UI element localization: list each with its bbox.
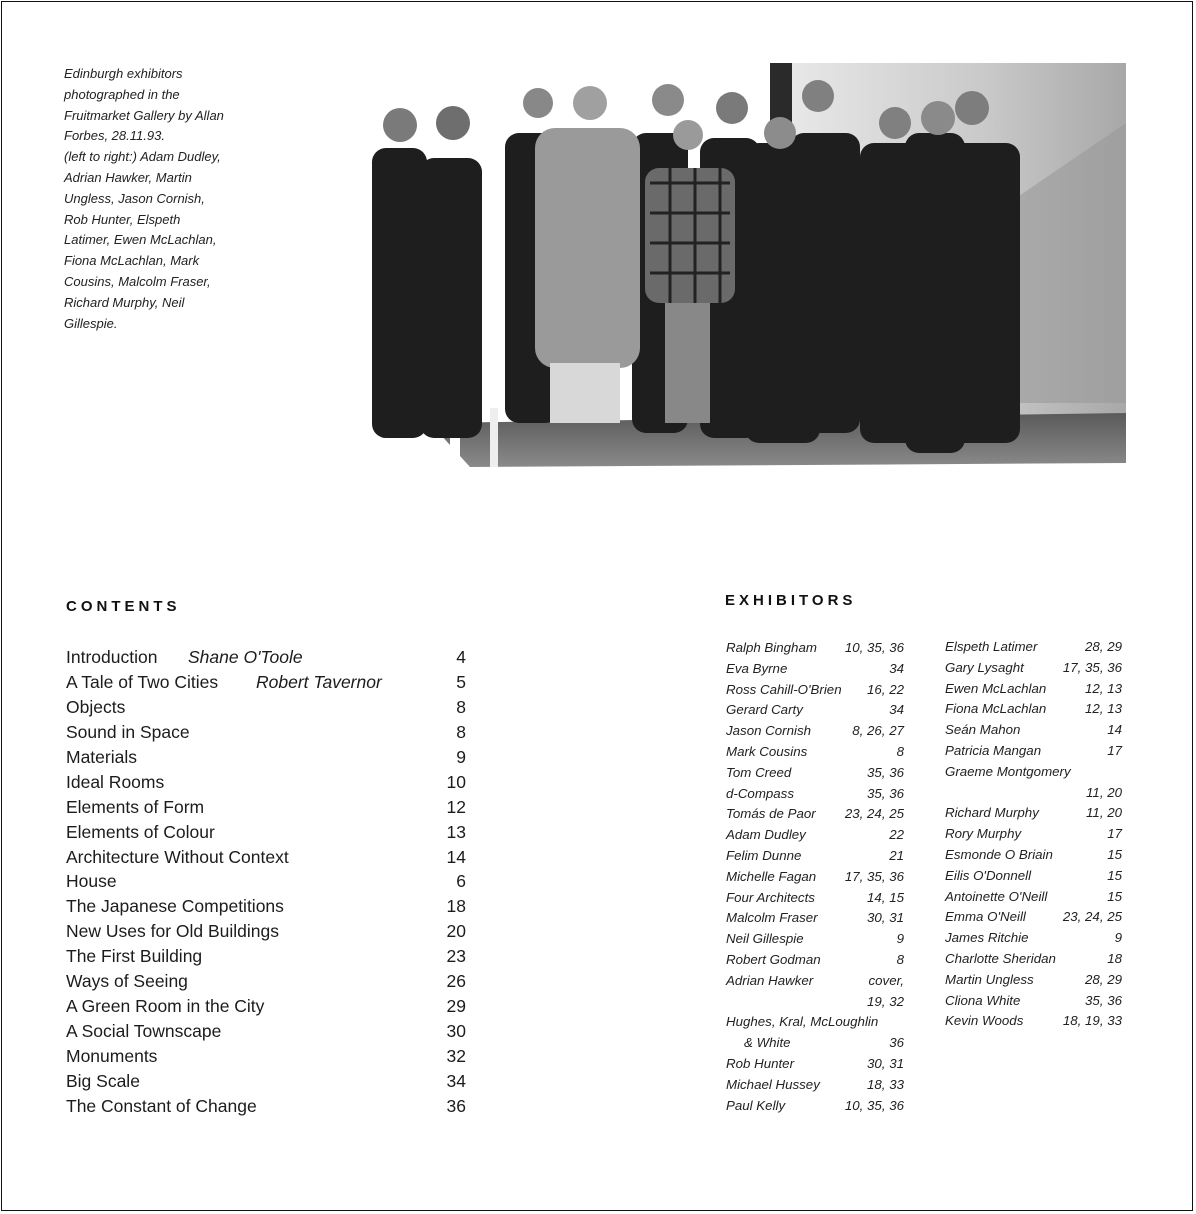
exhibitor-pages: 12, 13 xyxy=(1085,680,1122,696)
contents-item xyxy=(66,820,466,845)
contents-item-page: 6 xyxy=(456,871,466,892)
contents-item-page: 9 xyxy=(456,746,466,767)
exhibitor-entry xyxy=(726,638,904,659)
exhibitor-pages: 9 xyxy=(896,931,904,947)
exhibitor-entry xyxy=(726,908,904,929)
exhibitor-pages: 10, 35, 36 xyxy=(844,640,904,655)
contents-item-title: House xyxy=(66,871,117,892)
exhibitor-entry xyxy=(945,824,1122,845)
contents-item-page: 5 xyxy=(456,671,466,692)
exhibitor-name: Tom Creed xyxy=(726,764,792,780)
contents-item-page: 36 xyxy=(446,1095,466,1116)
exhibitor-name: Robert Godman xyxy=(726,951,821,967)
exhibitor-pages: 11, 20 xyxy=(1086,784,1122,800)
contents-item xyxy=(66,695,466,720)
exhibitor-pages: 18, 33 xyxy=(867,1076,904,1092)
exhibitor-entry xyxy=(945,887,1122,908)
exhibitor-pages: 17 xyxy=(1107,826,1122,842)
exhibitor-entry xyxy=(726,721,904,742)
contents-item-title: Ideal Rooms xyxy=(66,771,165,792)
caption-line: Forbes, 28.11.93. xyxy=(64,128,165,144)
contents-item-title: A Tale of Two Cities xyxy=(66,671,219,692)
exhibitor-name: Martin Ungless xyxy=(945,971,1034,987)
exhibitor-pages: 15 xyxy=(1107,867,1122,883)
exhibitor-name: Gerard Carty xyxy=(726,702,803,718)
contents-item-page: 26 xyxy=(446,971,466,992)
contents-item-page: 10 xyxy=(446,771,466,792)
contents-item-page: 8 xyxy=(456,721,466,742)
contents-item xyxy=(66,894,466,919)
exhibitor-entry xyxy=(945,783,1122,804)
exhibitor-entry xyxy=(945,679,1122,700)
contents-item xyxy=(66,1019,466,1044)
contents-item-author: Robert Tavernor xyxy=(256,671,382,692)
exhibitor-pages: 9 xyxy=(1114,930,1122,946)
exhibitor-pages: 22 xyxy=(889,827,904,843)
exhibitor-name: Esmonde O Briain xyxy=(945,846,1053,862)
contents-item-page: 30 xyxy=(446,1021,466,1042)
exhibitor-pages: 35, 36 xyxy=(1085,992,1122,1008)
contents-item-title: The Japanese Competitions xyxy=(66,896,284,917)
exhibitor-pages: cover, xyxy=(868,972,904,988)
exhibitor-name: Graeme Montgomery xyxy=(945,763,1071,779)
contents-item xyxy=(66,720,466,745)
contents-item xyxy=(66,1044,466,1069)
contents-item xyxy=(66,795,466,820)
exhibitor-name: Neil Gillespie xyxy=(726,931,804,947)
contents-item-title: New Uses for Old Buildings xyxy=(66,921,279,942)
exhibitor-entry xyxy=(726,659,904,680)
contents-item-title: Monuments xyxy=(66,1046,158,1066)
exhibitor-pages: 8 xyxy=(896,743,904,759)
contents-item xyxy=(66,770,466,795)
exhibitor-pages: 11, 20 xyxy=(1086,805,1122,821)
exhibitor-entry xyxy=(726,680,904,701)
exhibitor-name: d-Compass xyxy=(726,785,794,801)
contents-item xyxy=(66,1069,466,1094)
contents-item-page: 4 xyxy=(456,647,466,667)
exhibitor-entry xyxy=(945,991,1122,1012)
contents-item-title: Introduction xyxy=(66,647,158,667)
exhibitor-pages: 30, 31 xyxy=(867,1055,904,1071)
caption-line: Ungless, Jason Cornish, xyxy=(64,190,205,206)
exhibitor-pages: 14 xyxy=(1107,722,1122,738)
exhibitor-name: Elspeth Latimer xyxy=(945,639,1038,654)
exhibitor-entry xyxy=(726,1054,904,1075)
exhibitor-name: Felim Dunne xyxy=(726,847,802,863)
caption-line: (left to right:) Adam Dudley, xyxy=(64,149,221,165)
exhibitor-name: Eilis O'Donnell xyxy=(945,867,1032,883)
exhibitor-entry xyxy=(726,867,904,888)
exhibitor-pages: 16, 22 xyxy=(867,681,904,697)
exhibitor-pages: 21 xyxy=(889,847,904,863)
exhibitor-pages: 14, 15 xyxy=(867,889,904,905)
contents-list xyxy=(66,645,466,1119)
exhibitor-entry xyxy=(726,971,904,992)
exhibitor-name: Cliona White xyxy=(945,992,1021,1008)
exhibitor-name: Rob Hunter xyxy=(726,1055,794,1071)
caption-line: Fiona McLachlan, Mark xyxy=(64,253,200,269)
exhibitor-name: Eva Byrne xyxy=(726,660,788,676)
contents-item-title: Materials xyxy=(66,746,137,767)
exhibitor-name: Rory Murphy xyxy=(945,826,1022,842)
exhibitor-name: Ewen McLachlan xyxy=(945,680,1047,696)
contents-item-page: 13 xyxy=(446,821,466,842)
exhibitor-entry xyxy=(945,762,1122,783)
exhibitor-entry xyxy=(945,1011,1122,1032)
exhibitor-entry xyxy=(726,742,904,763)
exhibitor-name: James Ritchie xyxy=(945,930,1029,946)
contents-item-page: 23 xyxy=(446,946,466,967)
contents-item xyxy=(66,869,466,894)
contents-item xyxy=(66,994,466,1019)
exhibitor-entry xyxy=(726,700,904,721)
exhibitors-column-1 xyxy=(726,638,904,1116)
exhibitor-entry xyxy=(945,928,1122,949)
exhibitor-pages: 12, 13 xyxy=(1085,701,1122,717)
exhibitor-pages: 28, 29 xyxy=(1085,639,1122,654)
contents-item-author: Shane O'Toole xyxy=(188,647,303,667)
exhibitor-entry xyxy=(945,637,1122,658)
contents-item xyxy=(66,645,466,670)
exhibitors-heading: EXHIBITORS xyxy=(725,592,857,609)
exhibitor-name: Paul Kelly xyxy=(726,1097,786,1113)
exhibitor-pages: 17, 35, 36 xyxy=(1062,659,1122,675)
caption-line: Latimer, Ewen McLachlan, xyxy=(64,232,217,248)
exhibitor-pages: 34 xyxy=(889,702,904,718)
caption-line: Adrian Hawker, Martin xyxy=(64,169,192,185)
exhibitor-entry xyxy=(945,970,1122,991)
exhibitor-entry xyxy=(945,699,1122,720)
exhibitor-name: Ralph Bingham xyxy=(726,640,817,655)
exhibitor-entry xyxy=(726,929,904,950)
exhibitor-name: Adrian Hawker xyxy=(726,972,814,988)
caption-line: Gillespie. xyxy=(64,315,118,331)
exhibitor-name: Patricia Mangan xyxy=(945,742,1042,758)
contents-item-page: 18 xyxy=(446,896,466,917)
exhibitor-name: Richard Murphy xyxy=(945,805,1039,821)
exhibitor-pages: 34 xyxy=(889,660,904,676)
exhibitor-name: Malcolm Fraser xyxy=(726,910,818,926)
contents-item-page: 14 xyxy=(446,846,466,867)
exhibitor-entry xyxy=(945,741,1122,762)
caption-line: Cousins, Malcolm Fraser, xyxy=(64,273,211,289)
contents-item-title: The Constant of Change xyxy=(66,1095,257,1116)
exhibitor-entry xyxy=(726,846,904,867)
caption-line: Edinburgh exhibitors xyxy=(64,66,183,81)
contents-item-title: A Green Room in the City xyxy=(66,996,265,1017)
contents-item-title: Elements of Form xyxy=(66,796,205,817)
exhibitor-name: Mark Cousins xyxy=(726,743,808,759)
exhibitor-pages: 35, 36 xyxy=(867,785,904,801)
contents-item xyxy=(66,944,466,969)
contents-item-title: Objects xyxy=(66,696,126,717)
exhibitor-pages: 30, 31 xyxy=(867,910,904,926)
contents-item xyxy=(66,670,466,695)
exhibitor-name: Michelle Fagan xyxy=(726,868,817,884)
exhibitor-pages: 17 xyxy=(1107,742,1122,758)
contents-item xyxy=(66,1094,466,1119)
exhibitor-pages: 23, 24, 25 xyxy=(1062,909,1122,925)
exhibitor-entry xyxy=(726,1012,904,1033)
exhibitor-entry xyxy=(726,1096,904,1117)
contents-item xyxy=(66,969,466,994)
exhibitor-name: Four Architects xyxy=(726,889,815,905)
contents-item-title: Sound in Space xyxy=(66,721,190,742)
exhibitor-pages: 28, 29 xyxy=(1085,971,1122,987)
exhibitor-entry xyxy=(945,720,1122,741)
contents-item-title: A Social Townscape xyxy=(66,1021,222,1042)
exhibitor-name: & White xyxy=(744,1035,791,1051)
contents-item-page: 32 xyxy=(446,1046,466,1066)
exhibitor-pages: 8, 26, 27 xyxy=(852,723,904,739)
contents-item-page: 12 xyxy=(446,796,466,817)
exhibitor-entry xyxy=(726,888,904,909)
exhibitor-name: Tomás de Paor xyxy=(726,806,816,822)
contents-item-page: 29 xyxy=(446,996,466,1017)
exhibitor-pages: 10, 35, 36 xyxy=(844,1097,904,1113)
exhibitor-entry xyxy=(945,907,1122,928)
exhibitor-name: Jason Cornish xyxy=(726,723,811,739)
contents-item-page: 34 xyxy=(446,1070,466,1091)
exhibitor-name: Adam Dudley xyxy=(726,827,806,843)
exhibitor-pages: 15 xyxy=(1107,846,1122,862)
exhibitor-name: Seán Mahon xyxy=(945,722,1021,738)
exhibitor-entry xyxy=(726,784,904,805)
exhibitor-pages: 18 xyxy=(1107,950,1122,966)
group-photograph xyxy=(350,63,1126,467)
caption-line: photographed in the xyxy=(64,86,180,102)
exhibitor-name: Fiona McLachlan xyxy=(945,701,1047,717)
caption-line: Fruitmarket Gallery by Allan xyxy=(64,107,224,123)
exhibitor-name: Hughes, Kral, McLoughlin xyxy=(726,1014,879,1030)
exhibitor-entry xyxy=(945,866,1122,887)
exhibitor-name: Kevin Woods xyxy=(945,1013,1024,1029)
exhibitor-entry xyxy=(726,992,904,1013)
exhibitor-pages: 36 xyxy=(889,1035,904,1051)
exhibitor-pages: 18, 19, 33 xyxy=(1062,1013,1122,1029)
exhibitor-entry xyxy=(945,949,1122,970)
exhibitor-name: Charlotte Sheridan xyxy=(945,950,1056,966)
contents-item xyxy=(66,845,466,870)
exhibitor-pages: 19, 32 xyxy=(867,993,904,1009)
exhibitor-pages: 17, 35, 36 xyxy=(844,868,904,884)
contents-item xyxy=(66,745,466,770)
exhibitor-pages: 35, 36 xyxy=(867,764,904,780)
exhibitor-entry xyxy=(726,804,904,825)
exhibitor-name: Gary Lysaght xyxy=(945,659,1024,675)
contents-item-title: Big Scale xyxy=(66,1070,140,1091)
contents-heading: CONTENTS xyxy=(66,598,181,615)
contents-item-title: Elements of Colour xyxy=(66,821,215,842)
contents-item-title: Ways of Seeing xyxy=(66,971,188,992)
exhibitors-column-2 xyxy=(945,637,1122,1032)
contents-item-page: 20 xyxy=(446,921,466,942)
contents-item-title: The First Building xyxy=(66,946,203,967)
exhibitor-entry xyxy=(945,845,1122,866)
exhibitor-name: Emma O'Neill xyxy=(945,909,1026,925)
exhibitor-entry xyxy=(726,950,904,971)
exhibitor-pages: 23, 24, 25 xyxy=(844,806,904,822)
exhibitor-pages: 8 xyxy=(896,951,904,967)
exhibitor-entry xyxy=(726,1075,904,1096)
contents-item-title: Architecture Without Context xyxy=(66,846,289,867)
exhibitor-entry xyxy=(726,825,904,846)
exhibitor-entry xyxy=(726,1033,904,1054)
exhibitor-name: Michael Hussey xyxy=(726,1076,820,1092)
exhibitor-entry xyxy=(945,803,1122,824)
contents-item xyxy=(66,919,466,944)
contents-item-page: 8 xyxy=(456,696,466,717)
caption-line: Richard Murphy, Neil xyxy=(64,294,185,310)
exhibitor-pages: 15 xyxy=(1107,888,1122,904)
exhibitor-name: Antoinette O'Neill xyxy=(945,888,1048,904)
caption-line: Rob Hunter, Elspeth xyxy=(64,211,181,227)
exhibitor-entry xyxy=(726,763,904,784)
exhibitor-name: Ross Cahill-O'Brien xyxy=(726,681,842,697)
photo-caption xyxy=(64,64,254,334)
exhibitor-entry xyxy=(945,658,1122,679)
